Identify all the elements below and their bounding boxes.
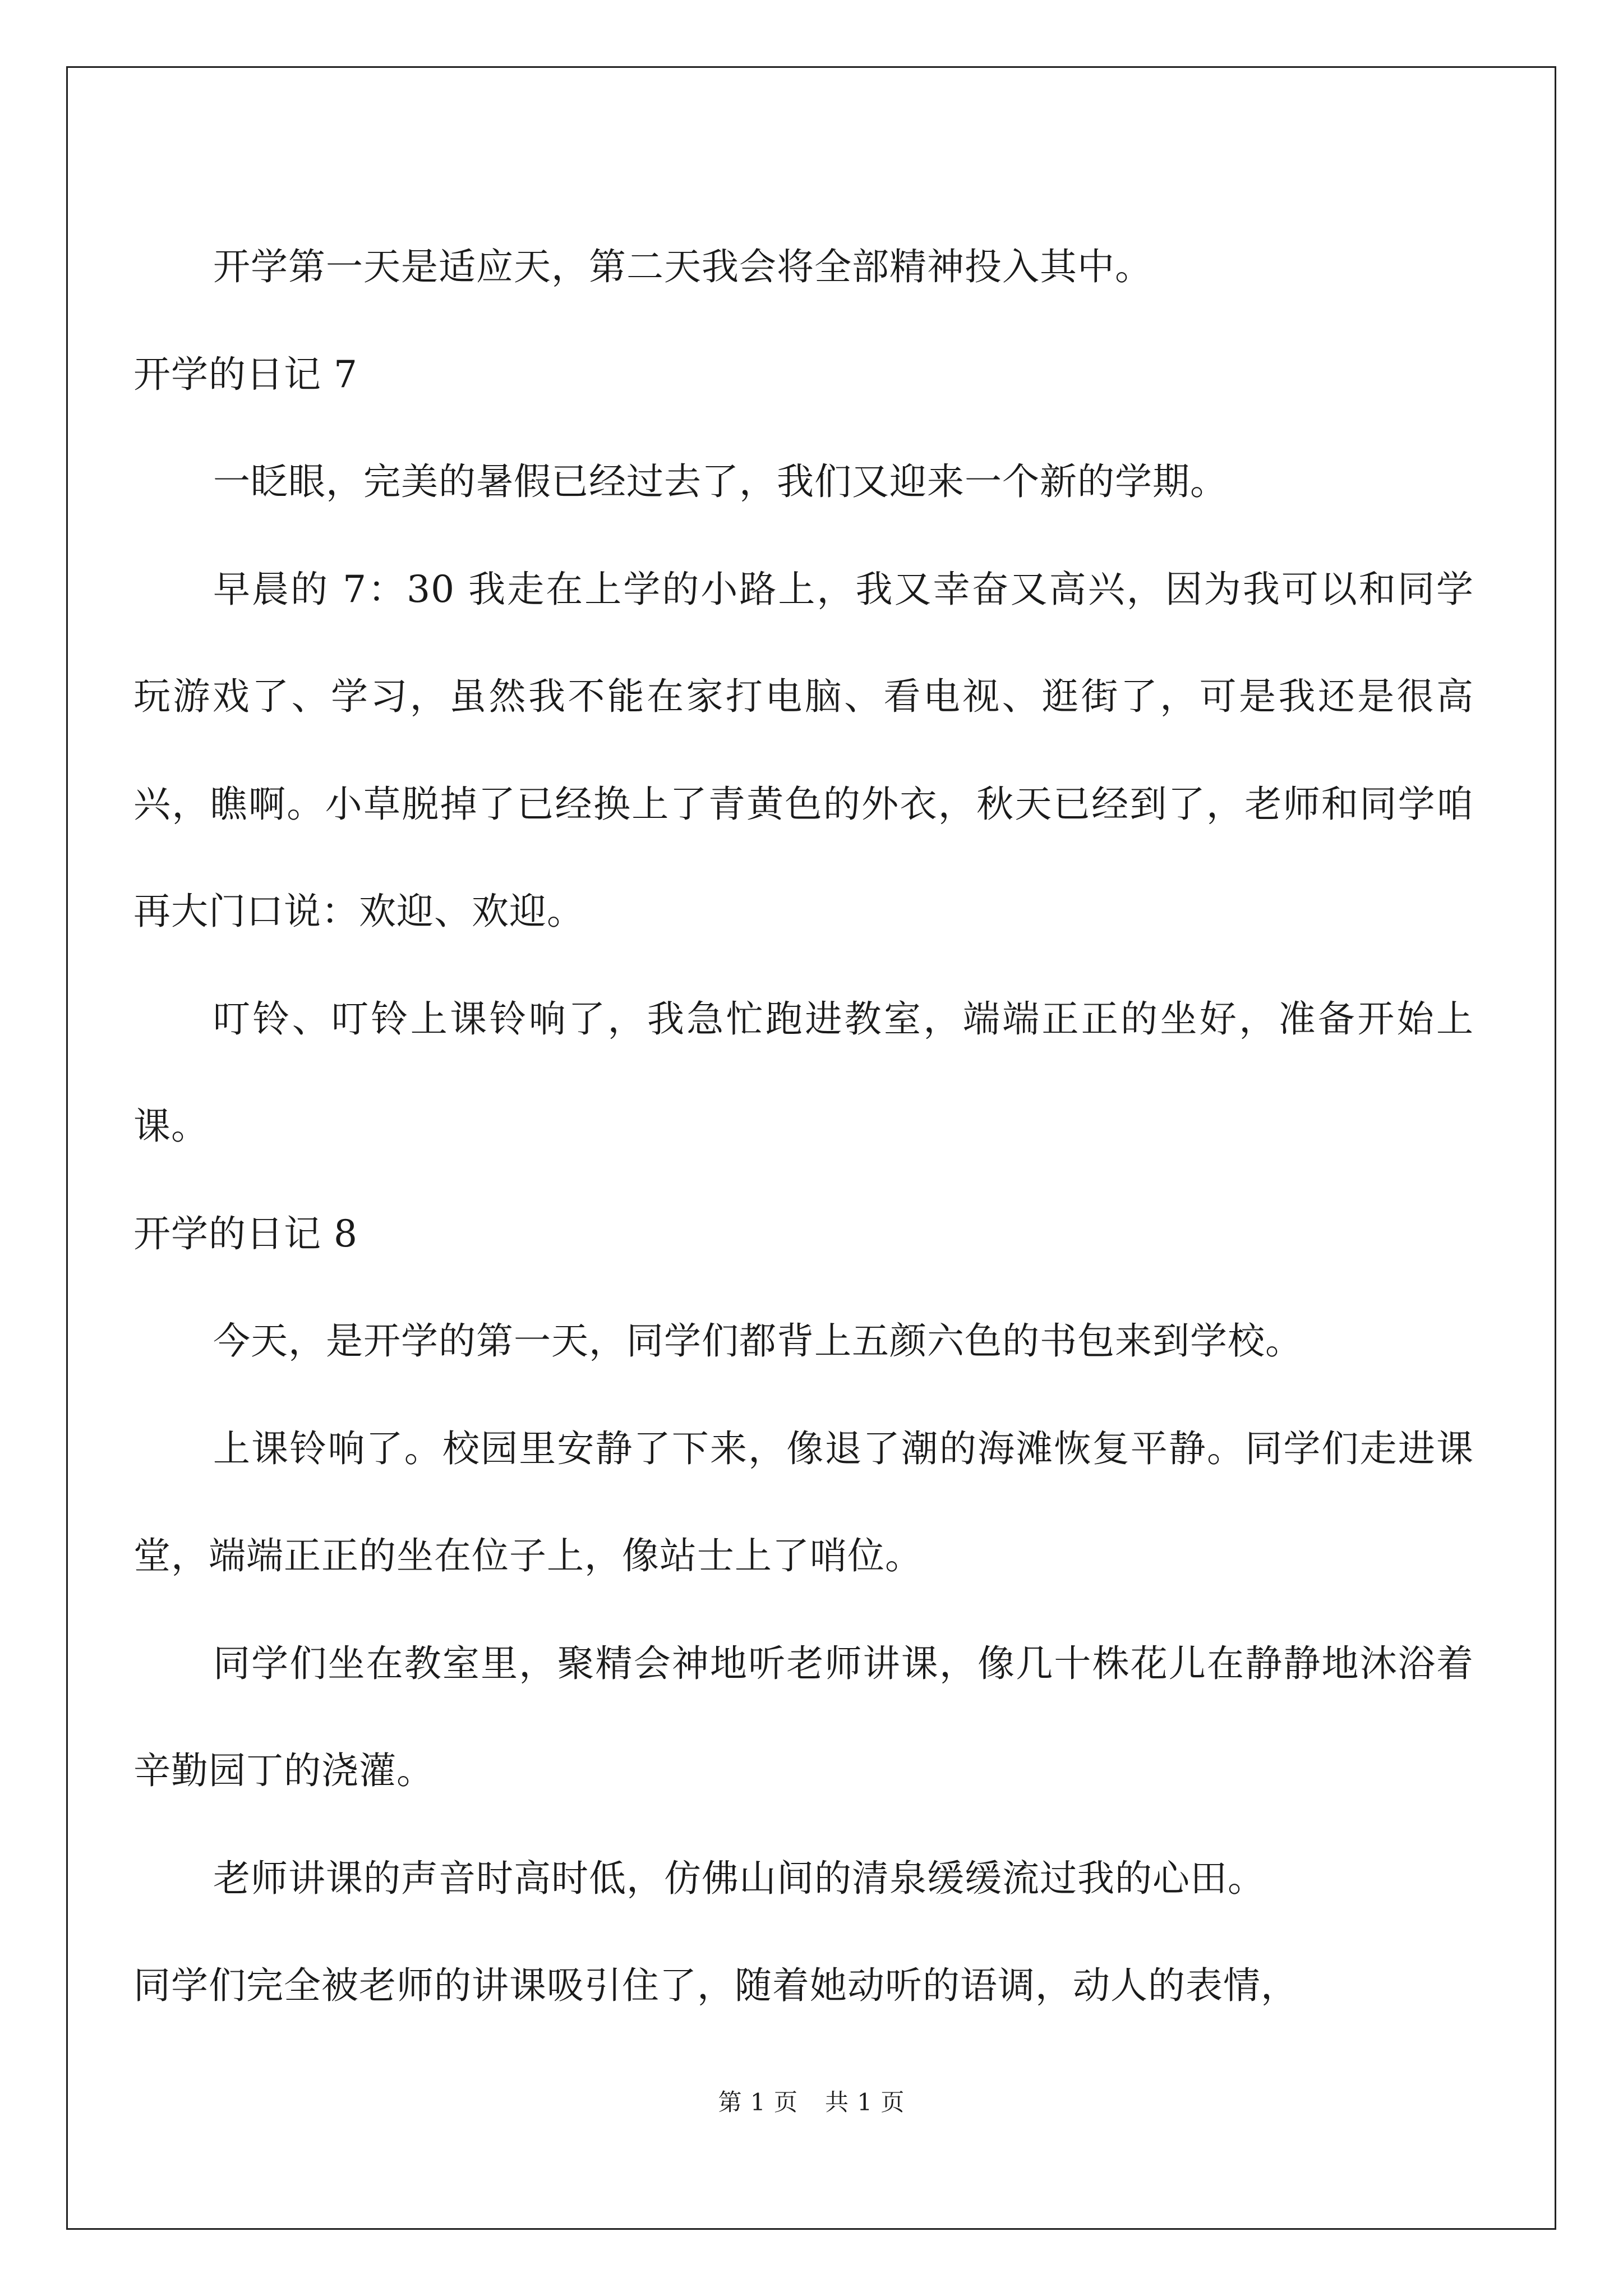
- paragraph: 开学第一天是适应天，第二天我会将全部精神投入其中。: [213, 245, 1152, 288]
- paragraph: 老师讲课的声音时高时低，仿佛山间的清泉缓缓流过我的心田。: [213, 1856, 1265, 1900]
- section-heading: 开学的日记 8: [133, 1212, 358, 1255]
- document-body: [133, 213, 1474, 2040]
- paragraph: 同学们完全被老师的讲课吸引住了，随着她动听的语调，动人的表情，: [133, 1964, 1298, 2007]
- paragraph: 上课铃响了。校园里安静了下来，像退了潮的海滩恢复平静。同学们走进课堂，端端正正的坐在位子上，像站士上了哨位。: [133, 1427, 1474, 1577]
- paragraph: 早晨的 7：30 我走在上学的小路上，我又幸奋又高兴，因为我可以和同学玩游戏了、学习，虽然我不能在家打电脑、看电视、逛街了，可是我还是很高兴，瞧啊。小草脱掉了已经换上了青黄色的外衣，秋天已经到了，老师和同学咱再大门口说：欢迎、欢迎。: [133, 567, 1474, 933]
- page-number: 第 1 页: [718, 2088, 798, 2116]
- page-footer: [0, 2086, 1623, 2119]
- section-heading: 开学的日记 7: [133, 352, 358, 396]
- paragraph: 一眨眼，完美的暑假已经过去了，我们又迎来一个新的学期。: [213, 460, 1228, 503]
- paragraph: 叮铃、叮铃上课铃响了，我急忙跑进教室，端端正正的坐好，准备开始上课。: [133, 997, 1474, 1148]
- paragraph: 今天，是开学的第一天，同学们都背上五颜六色的书包来到学校。: [213, 1319, 1303, 1363]
- page-total: 共 1 页: [825, 2088, 905, 2116]
- paragraph: 同学们坐在教室里，聚精会神地听老师讲课，像几十株花儿在静静地沐浴着辛勤园丁的浇灌。: [133, 1641, 1474, 1792]
